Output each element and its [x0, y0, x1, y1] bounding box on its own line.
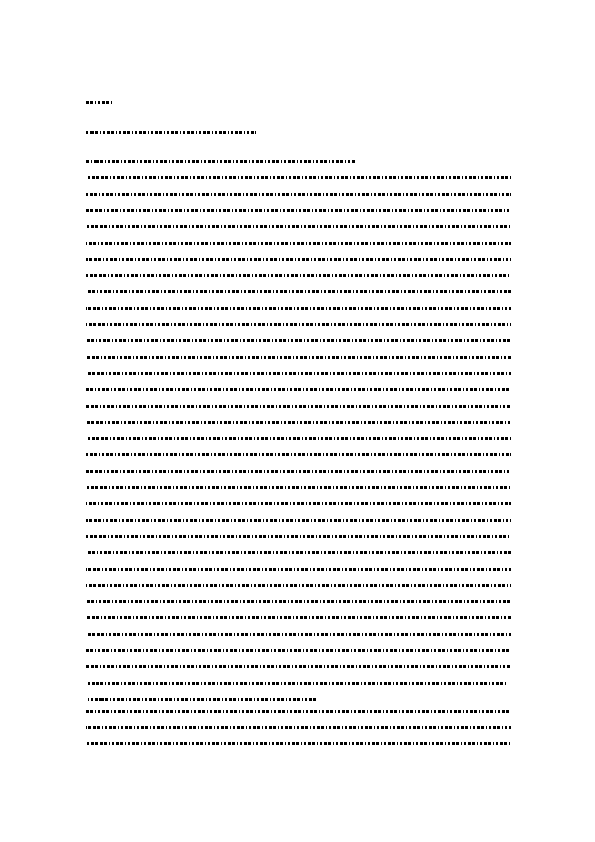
text-line — [86, 388, 511, 391]
text-line — [86, 193, 511, 196]
text-line — [86, 600, 511, 603]
text-line — [86, 698, 316, 701]
text-line — [86, 726, 511, 729]
text-line — [86, 242, 511, 245]
text-line — [86, 535, 511, 538]
text-line — [86, 710, 511, 713]
text-line — [86, 323, 511, 326]
text-line — [86, 176, 511, 179]
text-line — [86, 486, 511, 489]
text-line — [86, 209, 511, 212]
text-line — [86, 742, 511, 745]
text-line — [86, 274, 511, 277]
text-line — [86, 307, 511, 310]
text-line — [86, 502, 511, 505]
text-line — [86, 453, 511, 456]
text-line — [86, 160, 356, 163]
text-line — [86, 339, 511, 342]
text-line — [86, 131, 256, 134]
text-line — [86, 290, 511, 293]
text-line — [86, 665, 511, 668]
text-line — [86, 551, 511, 554]
text-line — [86, 421, 511, 424]
text-line — [86, 519, 511, 522]
text-line — [86, 649, 511, 652]
text-line — [86, 405, 511, 408]
text-line — [86, 470, 511, 473]
text-line — [86, 372, 511, 375]
text-line — [86, 584, 511, 587]
text-line — [86, 258, 511, 261]
text-line — [86, 616, 511, 619]
text-line — [86, 225, 511, 228]
text-line — [86, 568, 511, 571]
text-line — [86, 682, 506, 685]
text-line — [86, 356, 511, 359]
text-line — [86, 101, 114, 104]
text-line — [86, 437, 511, 440]
text-line — [86, 633, 511, 636]
